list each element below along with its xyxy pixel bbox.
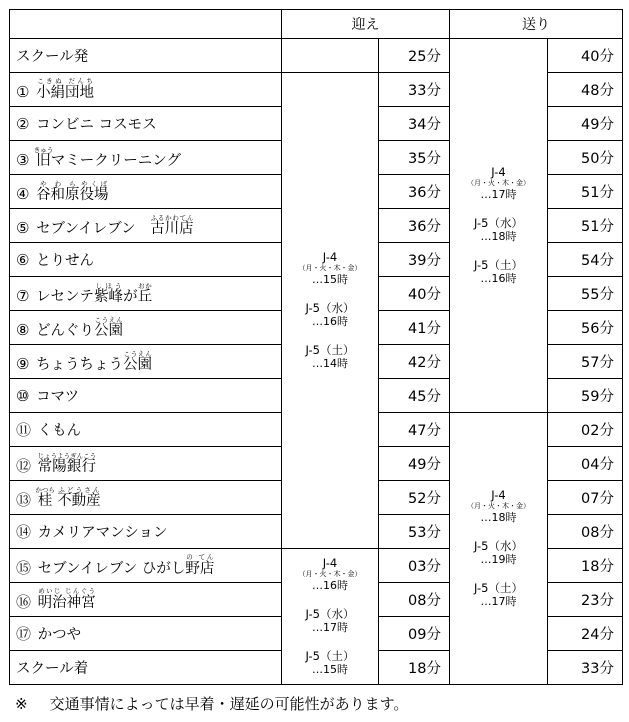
stop-name bbox=[10, 243, 282, 277]
route-entry bbox=[282, 250, 378, 287]
stop-number: ① bbox=[16, 83, 30, 101]
pickup-time: 33分 bbox=[379, 73, 450, 107]
pickup-time: 49分 bbox=[379, 447, 450, 481]
route-code: J-5（土） bbox=[305, 649, 355, 663]
route-hour: …16時 bbox=[312, 579, 348, 592]
header-pickup: 迎え bbox=[282, 10, 450, 39]
stop-name-part: 桂 bbox=[35, 492, 55, 509]
stop-name bbox=[10, 617, 282, 651]
route-hour: …17時 bbox=[480, 188, 517, 201]
route-entry bbox=[282, 649, 378, 677]
stop-name-part: 紫峰 bbox=[94, 288, 124, 305]
pickup-time: 41分 bbox=[379, 311, 450, 345]
stop-name bbox=[10, 447, 282, 481]
route-entry bbox=[282, 607, 378, 635]
dropoff-time: 54分 bbox=[548, 243, 623, 277]
route-code: J-5（水） bbox=[474, 216, 523, 230]
table-row bbox=[10, 39, 623, 73]
stop-name bbox=[10, 583, 282, 617]
stop-name bbox=[10, 175, 282, 209]
dropoff-time: 50分 bbox=[548, 141, 623, 175]
note-mark: ※ bbox=[15, 695, 28, 713]
route-code: J-5（土） bbox=[474, 258, 523, 272]
stop-name-part: 公園 bbox=[94, 322, 124, 339]
stop-name-ruby bbox=[123, 349, 153, 373]
stop-name-ruby bbox=[150, 213, 194, 237]
furigana: こうえん bbox=[123, 349, 153, 358]
route-entry bbox=[450, 216, 547, 244]
stop-name-part: 古川店 bbox=[150, 220, 194, 237]
furigana: やくば bbox=[79, 179, 109, 188]
pickup-group-blank bbox=[282, 39, 379, 73]
route-hour: …17時 bbox=[312, 621, 348, 634]
route-days: （月・火・木・金） bbox=[298, 570, 362, 578]
stop-number: ⑮ bbox=[16, 559, 32, 577]
pickup-time: 36分 bbox=[379, 175, 450, 209]
route-group-pickup_a bbox=[282, 73, 379, 549]
dropoff-time: 40分 bbox=[548, 39, 623, 73]
route-group-dropoff_b bbox=[450, 413, 548, 685]
route-hour: …17時 bbox=[480, 595, 517, 608]
route-days: （月・火・木・金） bbox=[467, 179, 530, 187]
route-entry bbox=[450, 581, 547, 609]
dropoff-time: 23分 bbox=[548, 583, 623, 617]
stop-name-part: 丘 bbox=[137, 288, 153, 305]
stop-name-ruby bbox=[35, 485, 55, 509]
pickup-time: 03分 bbox=[379, 549, 450, 583]
route-code: J-4 bbox=[491, 488, 506, 502]
stop-name bbox=[10, 73, 282, 107]
stop-name-part: が bbox=[123, 288, 138, 305]
stop-name bbox=[10, 311, 282, 345]
stop-name-part: 野店 bbox=[185, 561, 215, 577]
stop-name-part: カメリアマンション bbox=[37, 525, 168, 541]
pickup-time: 36分 bbox=[379, 209, 450, 243]
stop-number: ② bbox=[16, 115, 30, 133]
route-code: J-5（水） bbox=[474, 539, 523, 553]
stop-name-part: どんぐり bbox=[36, 322, 95, 339]
stop-number: ⑫ bbox=[16, 456, 32, 475]
pickup-time: 35分 bbox=[379, 141, 450, 175]
stop-number: ⑨ bbox=[16, 354, 30, 373]
route-group-pickup_b bbox=[282, 549, 379, 685]
stop-name-part: マミークリーニング bbox=[50, 152, 181, 169]
stop-name bbox=[10, 107, 282, 141]
dropoff-time: 59分 bbox=[548, 379, 623, 413]
stop-name-part: 旧 bbox=[33, 152, 54, 169]
stop-name bbox=[10, 39, 282, 73]
pickup-time: 53分 bbox=[379, 515, 450, 549]
dropoff-time: 08分 bbox=[548, 515, 623, 549]
stop-name-ruby bbox=[79, 179, 109, 203]
stop-name-part: 不動産 bbox=[57, 492, 101, 509]
bus-schedule-table bbox=[9, 9, 623, 685]
route-hour: …19時 bbox=[480, 553, 517, 566]
furigana: かつら bbox=[35, 485, 55, 494]
furigana: やわら bbox=[36, 179, 80, 188]
table-header-row bbox=[10, 10, 623, 39]
stop-name-part: くもん bbox=[37, 423, 82, 439]
stop-name-part: 常陽銀行 bbox=[37, 458, 97, 475]
pickup-time: 18分 bbox=[379, 651, 450, 685]
route-code: J-4 bbox=[491, 165, 506, 179]
route-entry bbox=[450, 258, 547, 286]
stop-name-part: スクール発 bbox=[16, 49, 89, 65]
stop-name bbox=[10, 209, 282, 243]
stop-name-part: 明治神宮 bbox=[37, 595, 96, 611]
dropoff-time: 51分 bbox=[548, 209, 623, 243]
dropoff-time: 33分 bbox=[548, 651, 623, 685]
route-entry bbox=[450, 165, 547, 202]
route-hour: …16時 bbox=[312, 315, 348, 328]
stop-name bbox=[10, 379, 282, 413]
pickup-time: 47分 bbox=[379, 413, 450, 447]
pickup-time: 45分 bbox=[379, 379, 450, 413]
stop-number: ⑧ bbox=[16, 320, 30, 339]
route-entry bbox=[450, 488, 547, 525]
stop-name-part: セブンイレブン ひがし bbox=[37, 561, 186, 577]
furigana: めいじ じんぐう bbox=[37, 587, 96, 595]
dropoff-time: 07分 bbox=[548, 481, 623, 515]
stop-name-part: 公園 bbox=[123, 356, 153, 373]
stop-name bbox=[10, 141, 282, 175]
stop-number: ⑥ bbox=[16, 251, 30, 269]
stop-name-ruby bbox=[137, 281, 153, 305]
dropoff-time: 49分 bbox=[548, 107, 623, 141]
stop-name-part: 小絹団地 bbox=[36, 85, 95, 101]
route-hour: …18時 bbox=[480, 511, 517, 524]
furigana: こうえん bbox=[94, 315, 124, 324]
route-hour: …16時 bbox=[480, 272, 517, 285]
stop-name-part: セブンイレブン bbox=[36, 220, 151, 237]
stop-name-ruby bbox=[36, 77, 95, 101]
stop-name-ruby bbox=[36, 179, 80, 203]
dropoff-time: 57分 bbox=[548, 345, 623, 379]
stop-number: ⑰ bbox=[16, 625, 32, 643]
route-entry bbox=[450, 539, 547, 567]
stop-name-ruby bbox=[94, 315, 124, 339]
dropoff-time: 48分 bbox=[548, 73, 623, 107]
route-entry bbox=[282, 556, 378, 593]
dropoff-time: 51分 bbox=[548, 175, 623, 209]
route-entry bbox=[282, 301, 378, 329]
stop-name-ruby bbox=[94, 281, 124, 305]
stop-number: ④ bbox=[16, 184, 30, 203]
stop-number: ③ bbox=[16, 150, 30, 169]
stop-name-part: レセンテ bbox=[36, 288, 95, 305]
furigana: ふどうさん bbox=[57, 485, 101, 494]
route-code: J-4 bbox=[322, 556, 338, 570]
stop-name-part: ちょうちょう bbox=[36, 356, 124, 373]
stop-number: ⑭ bbox=[16, 523, 32, 541]
stop-name-ruby bbox=[37, 587, 96, 611]
furigana: の てん bbox=[185, 553, 215, 561]
pickup-time: 42分 bbox=[379, 345, 450, 379]
route-days: （月・火・木・金） bbox=[467, 502, 530, 510]
route-hour: …14時 bbox=[312, 357, 348, 370]
dropoff-time: 24分 bbox=[548, 617, 623, 651]
pickup-time: 08分 bbox=[379, 583, 450, 617]
route-hour: …18時 bbox=[480, 230, 517, 243]
stop-name-part: 役場 bbox=[79, 186, 109, 203]
footnote bbox=[15, 693, 408, 714]
furigana: ふるかわてん bbox=[150, 213, 194, 222]
stop-number: ⑦ bbox=[16, 286, 30, 305]
furigana: こきぬ だんち bbox=[36, 77, 95, 85]
stop-name-part: コンビニ コスモス bbox=[36, 117, 157, 133]
route-code: J-5（水） bbox=[305, 301, 355, 315]
stop-name-ruby bbox=[33, 145, 54, 169]
pickup-time: 34分 bbox=[379, 107, 450, 141]
dropoff-time: 04分 bbox=[548, 447, 623, 481]
furigana: おか bbox=[137, 281, 153, 290]
header-blank-cell bbox=[10, 10, 282, 39]
stop-name-part: コマツ bbox=[36, 389, 80, 405]
header-dropoff: 送り bbox=[450, 10, 623, 39]
stop-name-part: かつや bbox=[37, 627, 82, 643]
dropoff-time: 56分 bbox=[548, 311, 623, 345]
furigana: きゅう bbox=[33, 145, 54, 154]
stop-name bbox=[10, 481, 282, 515]
pickup-time: 09分 bbox=[379, 617, 450, 651]
stop-name bbox=[10, 549, 282, 583]
stop-number: ⑩ bbox=[16, 387, 30, 405]
stop-name bbox=[10, 277, 282, 311]
pickup-time: 25分 bbox=[379, 39, 450, 73]
stop-number: ⑤ bbox=[16, 218, 30, 237]
stop-name-ruby bbox=[37, 451, 97, 475]
stop-name bbox=[10, 651, 282, 685]
route-code: J-4 bbox=[322, 250, 338, 264]
pickup-time: 52分 bbox=[379, 481, 450, 515]
route-code: J-5（土） bbox=[474, 581, 523, 595]
stop-name-ruby bbox=[57, 485, 101, 509]
route-days: （月・火・木・金） bbox=[298, 264, 362, 272]
route-hour: …15時 bbox=[312, 273, 348, 286]
stop-number: ⑬ bbox=[16, 490, 32, 509]
route-code: J-5（土） bbox=[305, 343, 355, 357]
stop-name bbox=[10, 515, 282, 549]
stop-number: ⑪ bbox=[16, 421, 32, 439]
route-hour: …15時 bbox=[312, 663, 348, 676]
stop-name-ruby bbox=[185, 553, 215, 577]
furigana: しほう bbox=[94, 281, 124, 290]
stop-name-part: スクール着 bbox=[16, 661, 89, 677]
stop-name-part: とりせん bbox=[36, 253, 95, 269]
route-entry bbox=[282, 343, 378, 371]
stop-number: ⑯ bbox=[16, 593, 32, 611]
furigana: じょうようぎんこう bbox=[37, 451, 97, 460]
dropoff-time: 02分 bbox=[548, 413, 623, 447]
route-code: J-5（水） bbox=[305, 607, 355, 621]
note-text: 交通事情によっては早着・遅延の可能性があります。 bbox=[49, 695, 409, 713]
dropoff-time: 55分 bbox=[548, 277, 623, 311]
dropoff-time: 18分 bbox=[548, 549, 623, 583]
stop-name-part: 谷和原 bbox=[36, 186, 80, 203]
route-group-dropoff_a bbox=[450, 39, 548, 413]
stop-name bbox=[10, 413, 282, 447]
pickup-time: 40分 bbox=[379, 277, 450, 311]
pickup-time: 39分 bbox=[379, 243, 450, 277]
stop-name bbox=[10, 345, 282, 379]
